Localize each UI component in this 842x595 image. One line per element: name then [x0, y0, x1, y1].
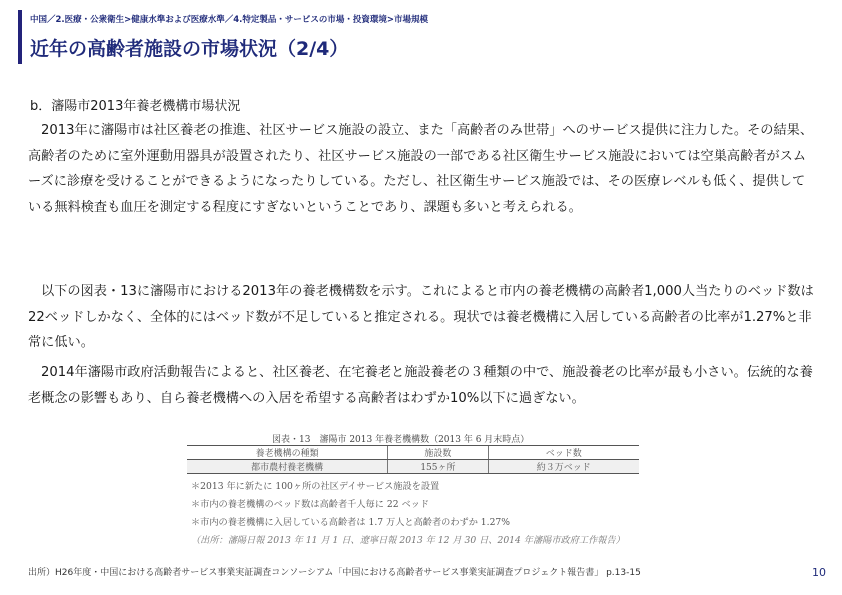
page-title: 近年の高齢者施設の市場状況（2/4）: [30, 38, 349, 60]
table-row: [187, 460, 639, 474]
figure-note: ＊2013 年に新たに 100ヶ所の社区デイサービス施設を設置: [191, 481, 440, 492]
section-heading: b．瀋陽市2013年養老機構市場状況: [30, 99, 241, 114]
figure-13: [187, 428, 639, 550]
paragraph-1: 2013年に瀋陽市は社区養老の推進、社区サービス施設の設立、また「高齢者のみ世帯」へのサービス提供に注力した。その結果、高齢者のために室外運動用器具が設置されたり、社区サービス施設の一部である社区衛生サービス施設においては空巣高齢者がスムーズに診療を受けることができるようになったりしている。ただし、社区衛生サービス施設では、その医療レベルも低く、提供している無料検査も血圧を測定する程度にすぎないということであり、課題も多いと考えられる。: [28, 123, 814, 215]
paragraph-3: 2014年瀋陽市政府活動報告によると、社区養老、在宅養老と施設養老の３種類の中で、施設養老の比率が最も小さい。伝統的な養老概念の影響もあり、自ら養老機構への入居を希望する高齢者はわずか10%以下に過ぎない。: [28, 365, 813, 406]
table-header-row: [187, 446, 639, 460]
page-number: 10: [812, 566, 826, 579]
figure-title: 図表・13 瀋陽市 2013 年養老機構数（2013 年 6 月末時点）: [272, 435, 530, 445]
table-header-cell: 養老機構の種類: [187, 446, 388, 460]
table-cell: 約３万ベッド: [488, 460, 639, 474]
figure-notes: [191, 478, 625, 550]
title-accent-bar: [18, 10, 22, 64]
figure-note: ＊市内の養老機構のベッド数は高齢者千人毎に 22 ベッド: [191, 499, 430, 510]
figure-source: （出所：瀋陽日報 2013 年 11 月 1 日、遼寧日報 2013 年 12 月 30 日、2014 年瀋陽市政府工作報告）: [191, 535, 625, 546]
table-header-cell: 施設数: [388, 446, 488, 460]
breadcrumb: 中国／2.医療・公衆衛生>健康水準および医療水準／4.特定製品・サービスの市場・投資環境>市場規模: [30, 15, 429, 25]
table-header-cell: ベッド数: [488, 446, 639, 460]
table-cell: 155ヶ所: [388, 460, 488, 474]
figure-note: ＊市内の養老機構に入居している高齢者は 1.7 万人と高齢者のわずか 1.27%: [191, 517, 510, 528]
footer-source: 出所）H26年度・中国における高齢者サービス事業実証調査コンソーシアム「中国における高齢者サービス事業実証調査プロジェクト報告書」 p.13-15: [28, 568, 641, 578]
paragraph-2: 以下の図表・13に瀋陽市における2013年の養老機構数を示す。これによると市内の養老機構の高齢者1,000人当たりのベッド数は22ベッドしかなく、全体的にはベッド数が不足していると推定される。現状では養老機構に入居している高齢者の比率が1.27%と非常に低い。: [28, 284, 814, 350]
figure-table: [187, 445, 639, 474]
table-cell: 都市農村養老機構: [187, 460, 388, 474]
